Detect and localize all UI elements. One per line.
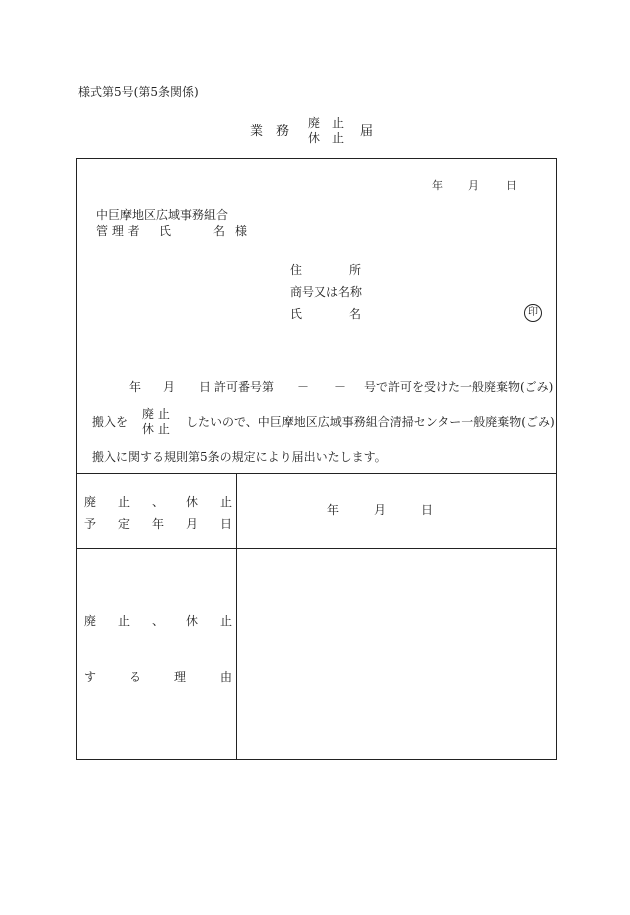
body-line2-rest: したいので、中巨摩地区広域事務組合清掃センター一般廃棄物(ごみ) (186, 415, 555, 429)
title-stack-top: 廃 止 (308, 116, 345, 130)
title-prefix: 業 務 (250, 124, 290, 139)
addressee-org: 中巨摩地区広域事務組合 (96, 208, 229, 222)
row1-label-a-5: 止 (220, 495, 233, 509)
body-line2-prefix: 搬入を (92, 415, 129, 429)
body-dash-1: － (297, 380, 310, 394)
date-year-label: 年 (432, 179, 443, 192)
seal-mark: 印 (524, 304, 542, 322)
row1-label-a-4: 休 (186, 495, 199, 509)
row2-label-a-4: 休 (186, 614, 199, 628)
row1-month-label: 月 (374, 503, 387, 517)
body-month: 月 (163, 380, 176, 394)
row1-label-a-2: 止 (118, 495, 131, 509)
row1-label-b-3: 年 (152, 517, 165, 531)
row2-label-a-2: 止 (118, 614, 131, 628)
body-line2-stack-bottom: 休 止 (142, 422, 170, 436)
row1-label-b-4: 月 (186, 517, 199, 531)
body-permit-label: 許可番号第 (214, 380, 275, 394)
date-day-label: 日 (506, 179, 517, 192)
trade-name-label: 商号又は名称 (290, 285, 363, 299)
row1-label-a-1: 廃 (84, 495, 97, 509)
reason-cell[interactable] (237, 549, 556, 759)
row2-label-b-3: 理 (174, 670, 187, 684)
row2-label-a-1: 廃 (84, 614, 97, 628)
row1-label-b-1: 予 (84, 517, 97, 531)
addressee-role: 管 理 者 (96, 224, 140, 238)
address-label-1: 住 (290, 263, 303, 277)
body-line2-stack-top: 廃 止 (142, 407, 170, 421)
addressee-name-label-2: 名 (213, 224, 226, 238)
applicant-name-label-1: 氏 (290, 307, 303, 321)
body-day: 日 (199, 380, 212, 394)
row2-label-b-1: す (84, 670, 97, 684)
address-label-2: 所 (349, 263, 362, 277)
form-number: 様式第5号(第5条関係) (78, 85, 199, 99)
row1-day-label: 日 (421, 503, 434, 517)
row1-label-a-3: 、 (152, 495, 165, 509)
addressee-honorific: 様 (235, 224, 248, 238)
row1-label-b-2: 定 (118, 517, 131, 531)
date-month-label: 月 (468, 179, 479, 192)
body-line3: 搬入に関する規則第5条の規定により届出いたします。 (92, 450, 387, 464)
row2-label-b-2: る (129, 670, 142, 684)
body-dash-2: － (334, 380, 347, 394)
row2-label-a-5: 止 (220, 614, 233, 628)
row1-label-b-5: 日 (220, 517, 233, 531)
body-line1-rest: 号で許可を受けた一般廃棄物(ごみ) (364, 380, 554, 394)
applicant-name-label-2: 名 (349, 307, 362, 321)
addressee-name-label-1: 氏 (159, 224, 172, 238)
planned-date-cell[interactable] (237, 474, 556, 548)
row1-year-label: 年 (327, 503, 340, 517)
body-year: 年 (129, 380, 142, 394)
row2-label-a-3: 、 (152, 614, 165, 628)
row2-label-b-4: 由 (220, 670, 233, 684)
title-stack-bottom: 休 止 (308, 131, 345, 145)
title-suffix: 届 (360, 124, 374, 139)
